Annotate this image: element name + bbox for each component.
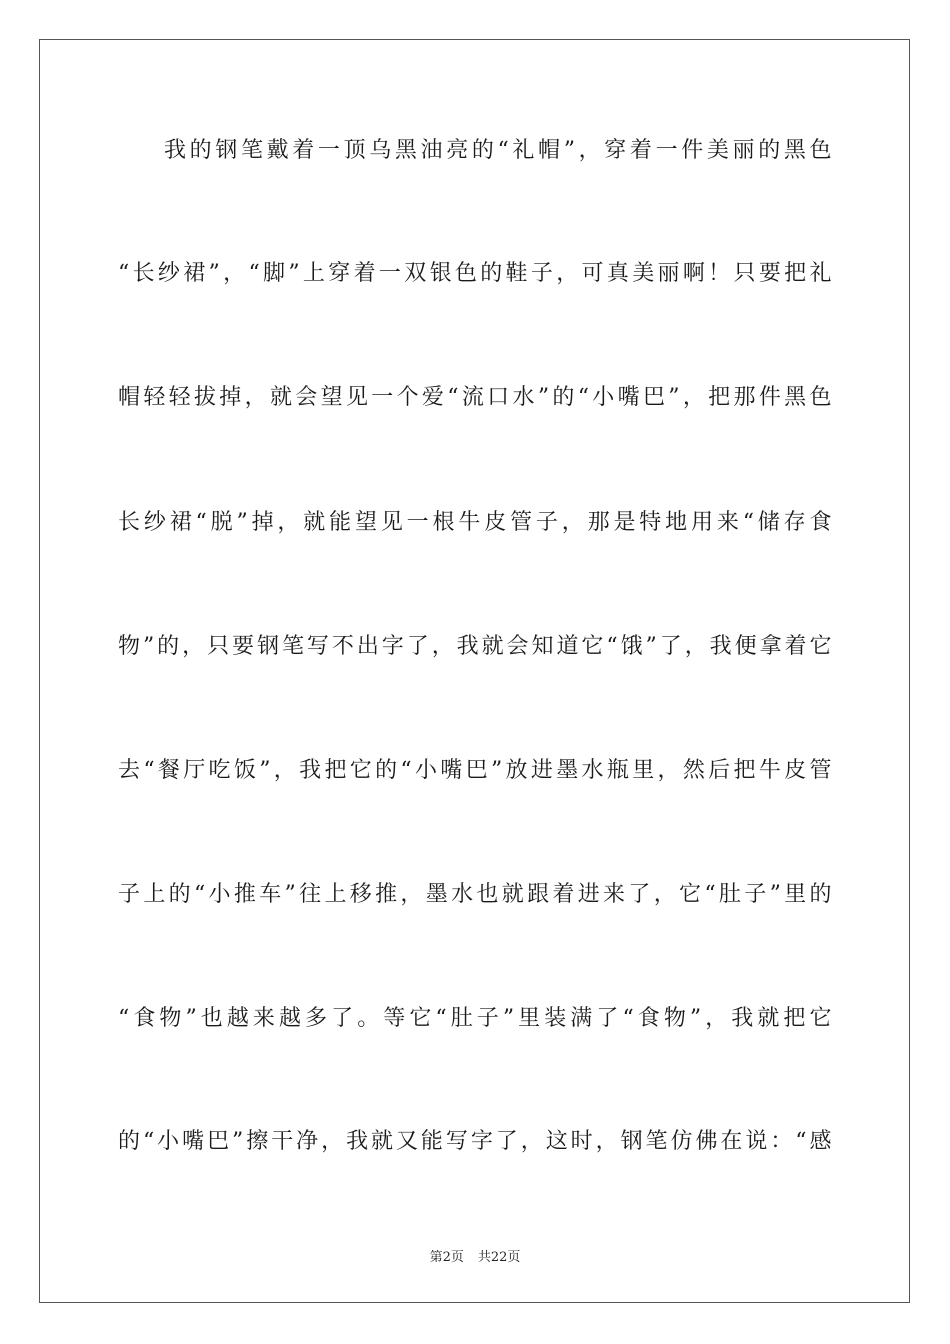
- paragraph-line: 我的钢笔戴着一顶乌黑油亮的“礼帽”，穿着一件美丽的黑色: [164, 138, 832, 163]
- page-total: 共22页: [477, 1250, 521, 1265]
- paragraph-line: 去“餐厅吃饭”，我把它的“小嘴巴”放进墨水瓶里，然后把牛皮管: [118, 758, 832, 783]
- page-footer: [0, 1246, 950, 1265]
- page-number: 第2页: [429, 1250, 464, 1265]
- paragraph-line: 长纱裙“脱”掉，就能望见一根牛皮管子，那是特地用来“储存食: [118, 510, 832, 535]
- paragraph-line: 子上的“小推车”往上移推，墨水也就跟着进来了，它“肚子”里的: [118, 882, 832, 907]
- paragraph-line: 的“小嘴巴”擦干净，我就又能写字了，这时，钢笔仿佛在说：“感: [118, 1129, 832, 1154]
- paragraph-line: 帽轻轻拔掉，就会望见一个爱“流口水”的“小嘴巴”，把那件黑色: [118, 385, 832, 410]
- paragraph-line: “长纱裙”，“脚”上穿着一双银色的鞋子，可真美丽啊！只要把礼: [118, 261, 832, 286]
- paragraph-line: 物”的，只要钢笔写不出字了，我就会知道它“饿”了，我便拿着它: [118, 634, 832, 659]
- paragraph-line: “食物”也越来越多了。等它“肚子”里装满了“食物”，我就把它: [118, 1006, 832, 1031]
- page-border: [39, 39, 910, 1303]
